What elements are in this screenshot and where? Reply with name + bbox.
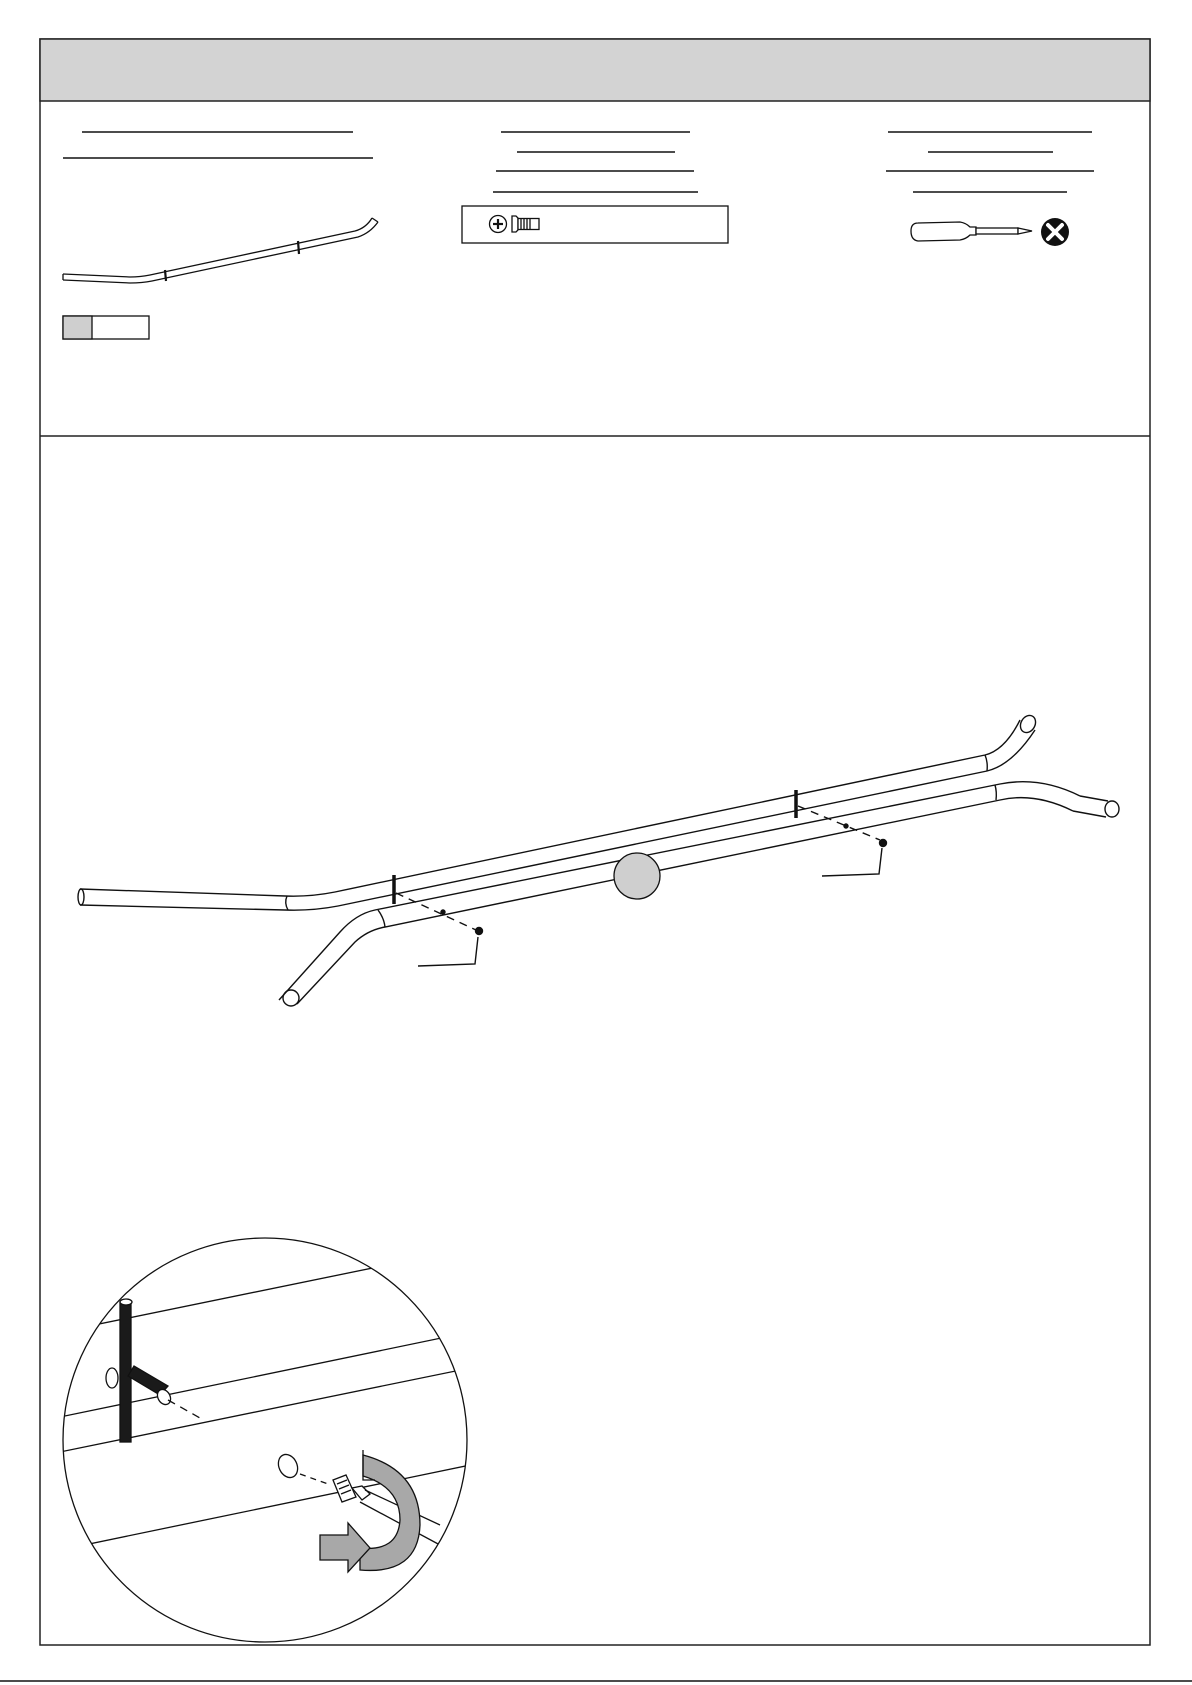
step-marker [614,853,660,899]
part-tag-swatch [63,316,92,339]
callout-leader-right [822,848,882,876]
screwdriver-icon [911,222,1032,241]
screw-hole-left [441,910,445,914]
curved-tube-part-icon [63,218,378,283]
part-tag [63,316,149,339]
screw-left [476,928,483,935]
screw-hole-right [844,824,848,828]
assembly-illustration [78,713,1119,1006]
header-band [40,39,1150,101]
screw-right [880,840,887,847]
back-tube [78,713,1039,910]
parts-section [63,132,378,339]
not-required-x-icon [1041,218,1069,246]
tools-section [886,132,1094,246]
callout-leader-left [418,937,478,966]
hardware-section [462,132,728,243]
